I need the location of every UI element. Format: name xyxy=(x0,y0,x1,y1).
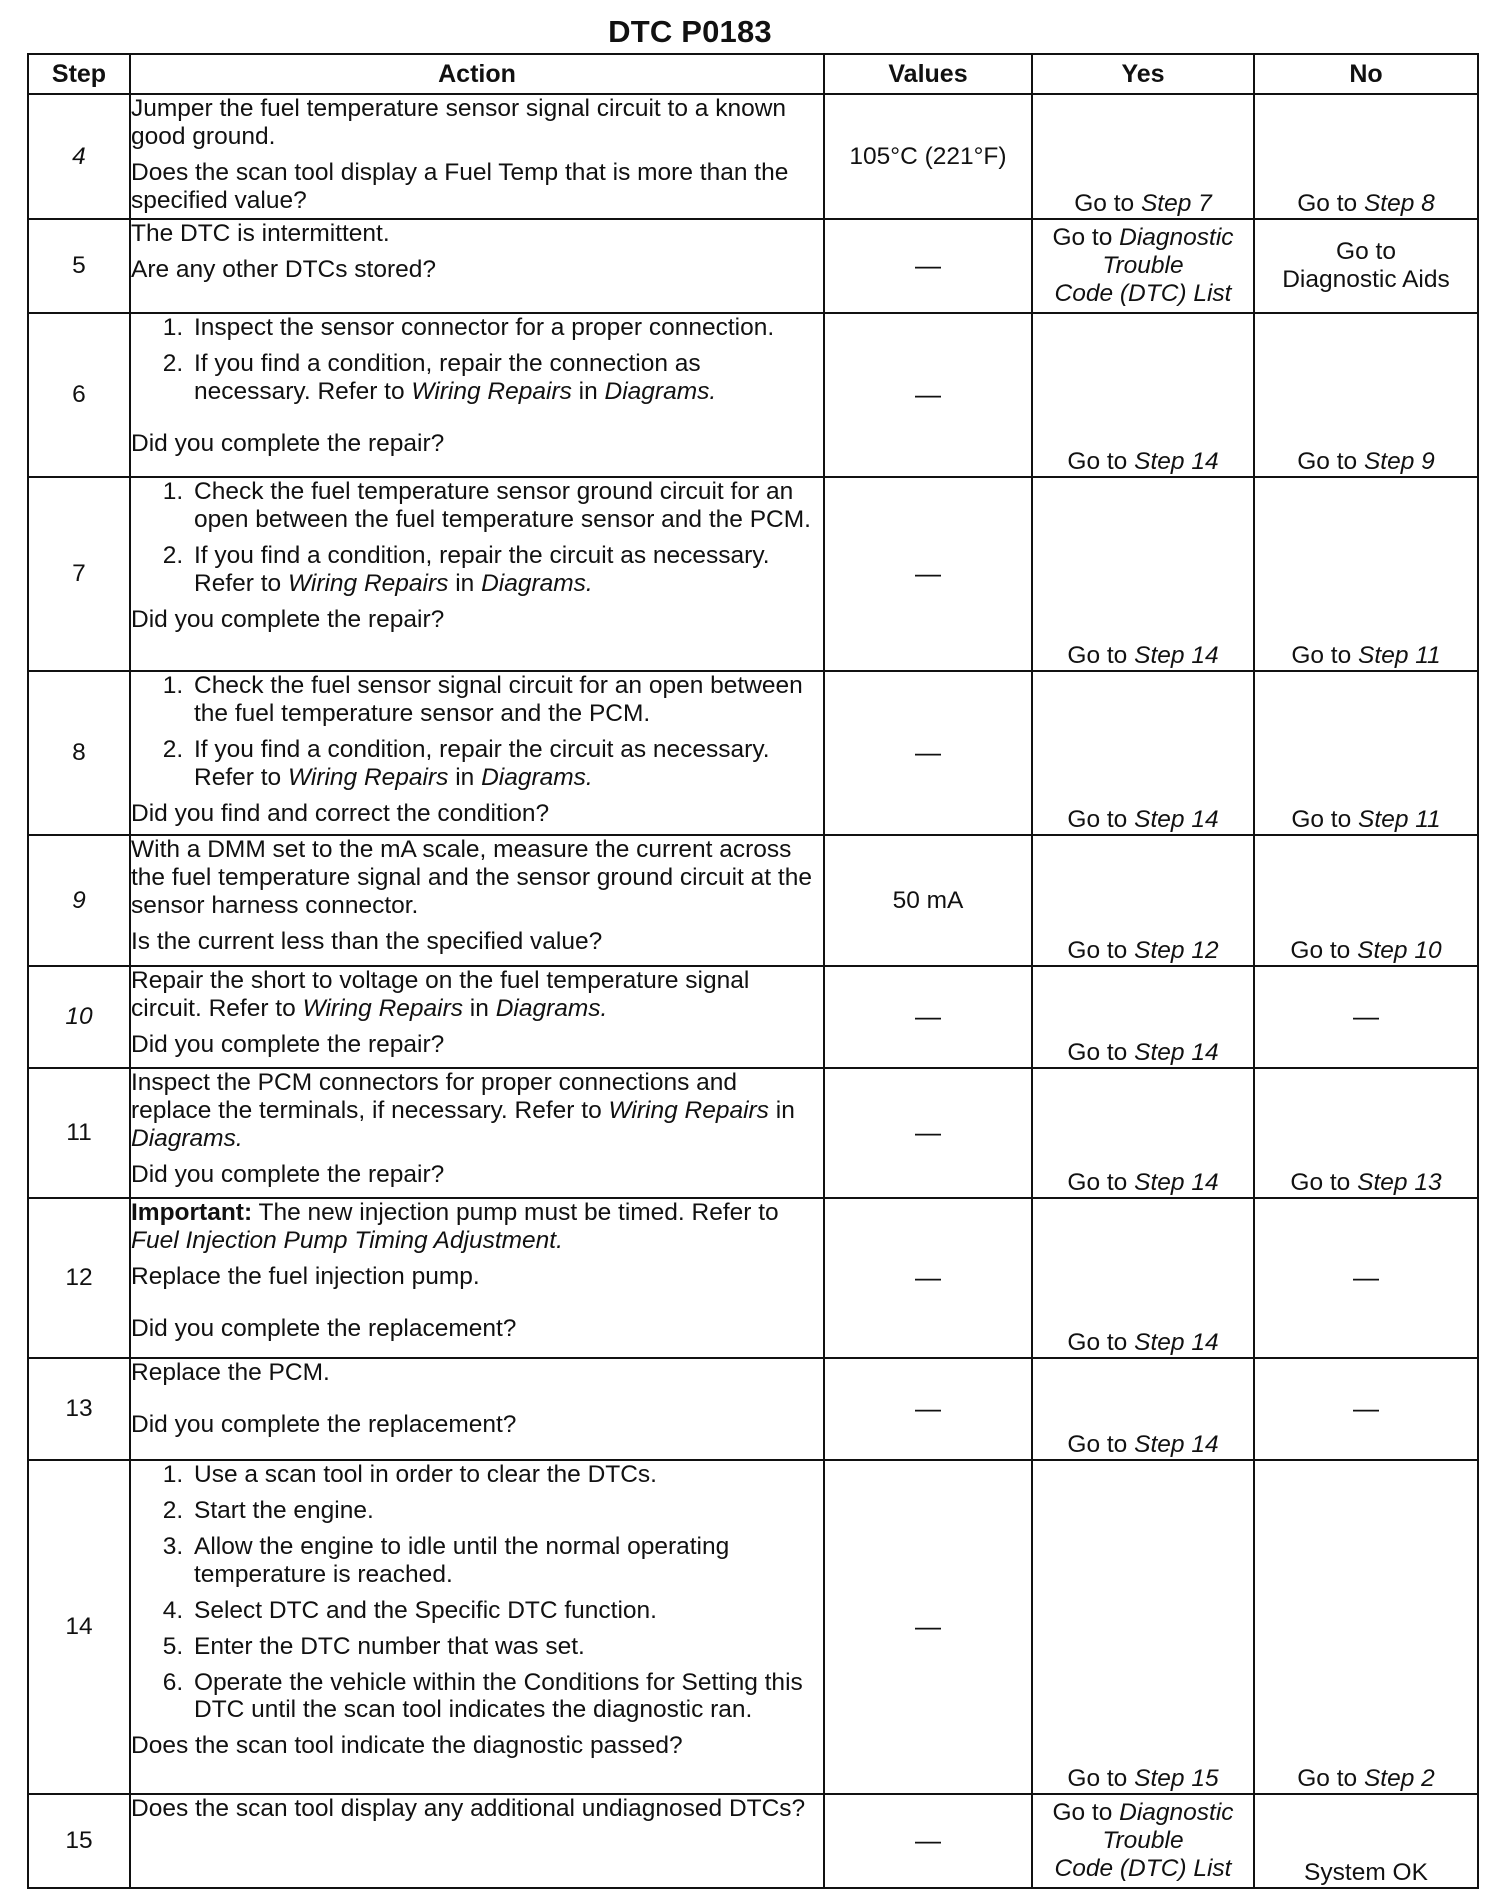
action-cell xyxy=(130,1198,824,1358)
step-number: 4 xyxy=(28,94,130,219)
action-question: Did you complete the repair? xyxy=(131,429,445,457)
action-question: Does the scan tool display a Fuel Temp that is more than the specified value? xyxy=(131,158,789,214)
action-question: Did you complete the repair? xyxy=(131,1160,445,1188)
no-cell: Go to Step 11 xyxy=(1254,671,1478,835)
action-question: Did you complete the repair? xyxy=(131,605,445,633)
action-question: Does the scan tool indicate the diagnostic passed? xyxy=(131,1732,683,1760)
header-no: No xyxy=(1254,54,1478,94)
action-cell xyxy=(130,219,824,313)
action-steps: 1. Inspect the sensor connector for a proper connection. 2. If you find a condition, repair the connection as necessary. Refer to Wiring Repairs in Diagrams. xyxy=(131,314,823,406)
values-cell: 50 mA xyxy=(824,835,1032,966)
table-row xyxy=(28,313,1478,477)
header-yes: Yes xyxy=(1032,54,1254,94)
no-cell: — xyxy=(1254,966,1478,1068)
action-question: Did you complete the replacement? xyxy=(131,1410,517,1438)
no-cell: Go to Step 9 xyxy=(1254,313,1478,477)
no-cell: Go to Step 13 xyxy=(1254,1068,1478,1198)
values-cell: — xyxy=(824,966,1032,1068)
no-cell: Go to Step 8 xyxy=(1254,94,1478,219)
header-values: Values xyxy=(824,54,1032,94)
step-number: 5 xyxy=(28,219,130,313)
values-cell: — xyxy=(824,671,1032,835)
table-row xyxy=(28,1460,1478,1794)
action-text: Important: The new injection pump must be timed. Refer to Fuel Injection Pump Timing Adjustment. xyxy=(131,1199,779,1254)
values-cell: — xyxy=(824,219,1032,313)
table-row xyxy=(28,671,1478,835)
yes-cell: Go to Step 14 xyxy=(1032,313,1254,477)
table-row xyxy=(28,1198,1478,1358)
action-cell xyxy=(130,966,824,1068)
action-question: Is the current less than the specified value? xyxy=(131,927,603,955)
action-text: Inspect the PCM connectors for proper connections and replace the terminals, if necessary. Refer to Wiring Repairs in Diagrams. xyxy=(131,1069,795,1152)
values-cell: — xyxy=(824,1198,1032,1358)
action-cell xyxy=(130,671,824,835)
yes-cell: Go to Step 7 xyxy=(1032,94,1254,219)
action-question: Did you complete the replacement? xyxy=(131,1314,517,1342)
step-number: 9 xyxy=(28,835,130,966)
yes-cell: Go to Diagnostic Trouble Code (DTC) List xyxy=(1032,1794,1254,1888)
yes-cell: Go to Step 14 xyxy=(1032,477,1254,671)
diagnostic-table xyxy=(27,53,1479,1889)
step-number: 7 xyxy=(28,477,130,671)
step-number: 15 xyxy=(28,1794,130,1888)
step-number: 14 xyxy=(28,1460,130,1794)
step-number: 11 xyxy=(28,1068,130,1198)
yes-cell: Go to Step 14 xyxy=(1032,966,1254,1068)
header-row xyxy=(28,54,1478,94)
no-cell: System OK xyxy=(1254,1794,1478,1888)
header-action: Action xyxy=(130,54,824,94)
step-number: 10 xyxy=(28,966,130,1068)
table-title: DTC P0183 xyxy=(608,14,772,49)
table-row xyxy=(28,966,1478,1068)
action-cell xyxy=(130,477,824,671)
values-cell: — xyxy=(824,313,1032,477)
yes-cell: Go to Step 14 xyxy=(1032,1068,1254,1198)
no-cell: Go to Step 2 xyxy=(1254,1460,1478,1794)
values-cell: — xyxy=(824,1794,1032,1888)
no-cell: Go to Diagnostic Aids xyxy=(1254,219,1478,313)
no-cell: — xyxy=(1254,1358,1478,1460)
yes-cell: Go to Step 12 xyxy=(1032,835,1254,966)
values-cell: — xyxy=(824,1358,1032,1460)
action-text: With a DMM set to the mA scale, measure the current across the fuel temperature signal and the sensor ground circuit at the sensor harness connector. xyxy=(131,836,812,919)
action-cell xyxy=(130,94,824,219)
action-steps: 1. Check the fuel sensor signal circuit for an open between the fuel temperature sensor and the PCM. 2. If you find a condition, repair the circuit as necessary. Refer to Wiring Repairs in Diagrams. xyxy=(131,672,823,792)
yes-cell: Go to Diagnostic Trouble Code (DTC) List xyxy=(1032,219,1254,313)
values-cell: 105°C (221°F) xyxy=(824,94,1032,219)
action-text: Repair the short to voltage on the fuel temperature signal circuit. Refer to Wiring Repairs in Diagrams. xyxy=(131,967,750,1022)
yes-cell: Go to Step 14 xyxy=(1032,671,1254,835)
table-row xyxy=(28,835,1478,966)
no-cell: Go to Step 10 xyxy=(1254,835,1478,966)
values-cell: — xyxy=(824,1068,1032,1198)
no-cell: — xyxy=(1254,1198,1478,1358)
table-row xyxy=(28,1358,1478,1460)
action-question: Did you complete the repair? xyxy=(131,1030,445,1058)
step-number: 8 xyxy=(28,671,130,835)
table-row xyxy=(28,1068,1478,1198)
no-cell: Go to Step 11 xyxy=(1254,477,1478,671)
action-question: Does the scan tool display any additional undiagnosed DTCs? xyxy=(131,1795,806,1822)
table-row xyxy=(28,1794,1478,1888)
action-text: Replace the PCM. xyxy=(131,1359,330,1386)
action-steps: 1. Use a scan tool in order to clear the DTCs. 2. Start the engine. 3. Allow the engine to idle until the normal operating temperature is reached. 4. Select DTC and the Specific DTC function. 5. Enter the DTC number that was set. 6. Operate the vehicle within the Conditions for Setting this DTC until the scan tool indicates the diagnostic ran. xyxy=(131,1461,823,1724)
action-cell xyxy=(130,1068,824,1198)
action-text: Replace the fuel injection pump. xyxy=(131,1262,480,1290)
table-row xyxy=(28,477,1478,671)
table-row xyxy=(28,94,1478,219)
values-cell: — xyxy=(824,477,1032,671)
action-question: Are any other DTCs stored? xyxy=(131,255,437,283)
yes-cell: Go to Step 14 xyxy=(1032,1358,1254,1460)
yes-cell: Go to Step 14 xyxy=(1032,1198,1254,1358)
action-text: Jumper the fuel temperature sensor signal circuit to a known good ground. xyxy=(131,95,787,150)
step-number: 13 xyxy=(28,1358,130,1460)
yes-cell: Go to Step 15 xyxy=(1032,1460,1254,1794)
step-number: 12 xyxy=(28,1198,130,1358)
action-steps: 1. Check the fuel temperature sensor ground circuit for an open between the fuel temperature sensor and the PCM. 2. If you find a condition, repair the circuit as necessary. Refer to Wiring Repairs in Diagrams. xyxy=(131,478,823,598)
header-step: Step xyxy=(28,54,130,94)
step-number: 6 xyxy=(28,313,130,477)
table-row xyxy=(28,219,1478,313)
values-cell: — xyxy=(824,1460,1032,1794)
action-cell xyxy=(130,835,824,966)
action-cell xyxy=(130,1794,824,1888)
action-text: The DTC is intermittent. xyxy=(131,220,390,247)
action-cell xyxy=(130,313,824,477)
action-cell xyxy=(130,1460,824,1794)
action-question: Did you find and correct the condition? xyxy=(131,799,550,827)
action-cell xyxy=(130,1358,824,1460)
